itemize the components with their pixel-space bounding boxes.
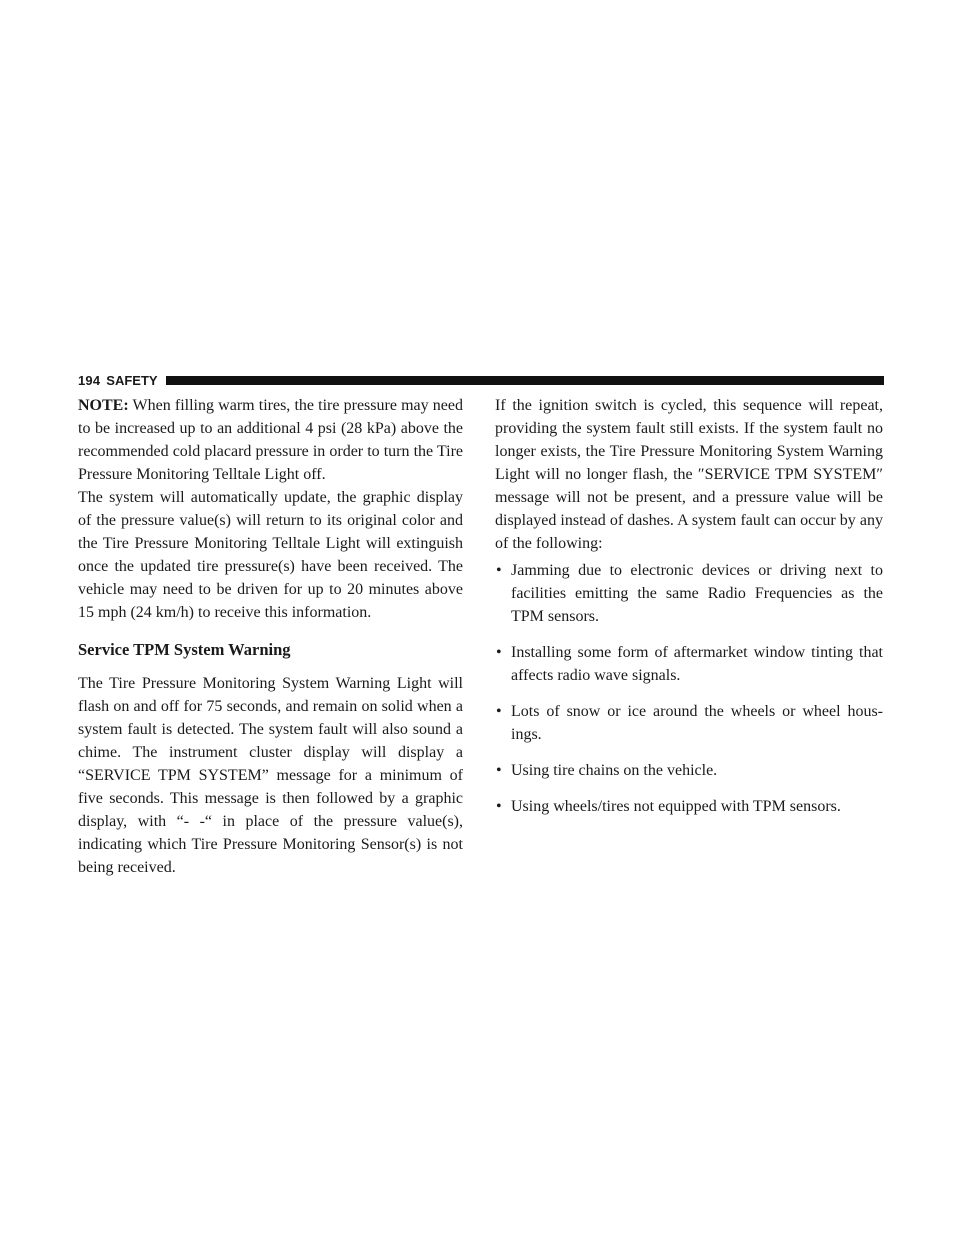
list-item-text: Using tire chains on the vehicle.	[511, 762, 718, 779]
bullet-icon: •	[496, 562, 502, 579]
warning-paragraph: The Tire Pressure Monitoring System Warning Light will flash on and off for 75 seconds, and remain on solid when a system fault is detected. The system fault will also sound a chime. The instrument cluster display will display a “SERVICE TPM SYSTEM” message for a minimum of five seconds. This message is then followed by a graphic display, with “- -“ in place of the pressure value(s), indicating which Tire Pressure Monitoring Sensor(s) is not being received.	[78, 675, 463, 876]
list-item-text: Lots of snow or ice around the wheels or wheel hous-ings.	[511, 703, 883, 743]
header-rule	[166, 376, 884, 385]
right-column	[495, 394, 883, 831]
bullet-icon: •	[496, 798, 502, 815]
list-item-text: Installing some form of aftermarket window tinting that affects radio wave signals.	[511, 644, 883, 684]
list-item-text: Using wheels/tires not equipped with TPM sensors.	[511, 798, 841, 815]
list-item	[495, 795, 883, 818]
section-heading: Service TPM System Warning	[78, 640, 291, 659]
update-paragraph: The system will automatically update, the graphic display of the pressure value(s) will return to its original color and the Tire Pressure Monitoring Telltale Light will extinguish once the updated tire pressure(s) have been received. The vehicle may need to be driven for up to 20 minutes above 15 mph (24 km/h) to receive this information.	[78, 489, 463, 621]
list-item	[495, 559, 883, 628]
list-item	[495, 641, 883, 687]
bullet-icon: •	[496, 703, 502, 720]
note-label: NOTE:	[78, 397, 129, 414]
left-column	[78, 394, 463, 879]
note-text: When filling warm tires, the tire pressure may need to be increased up to an additional 4 psi (28 kPa) above the recommended cold placard pressure in order to turn the Tire Pressure Monitoring Telltale Light off.	[78, 397, 463, 483]
page-number: 194	[78, 372, 101, 388]
page-header	[78, 370, 884, 390]
section-title: SAFETY	[106, 372, 158, 388]
bullet-icon: •	[496, 644, 502, 661]
list-item	[495, 759, 883, 782]
note-paragraph	[78, 394, 463, 486]
bullet-icon: •	[496, 762, 502, 779]
ignition-paragraph: If the ignition switch is cycled, this sequence will repeat, providing the system fault still exists. If the system fault no longer exists, the Tire Pressure Monitoring System Warning Light will no longer flash, the ″SERVICE TPM SYSTEM″ message will not be present, and a pressure value will be displayed instead of dashes. A system fault can occur by any of the following:	[495, 397, 883, 552]
list-item	[495, 700, 883, 746]
fault-cause-list	[495, 559, 883, 818]
list-item-text: Jamming due to electronic devices or driving next to facilities emitting the same Radio Frequencies as the TPM sensors.	[511, 562, 883, 625]
